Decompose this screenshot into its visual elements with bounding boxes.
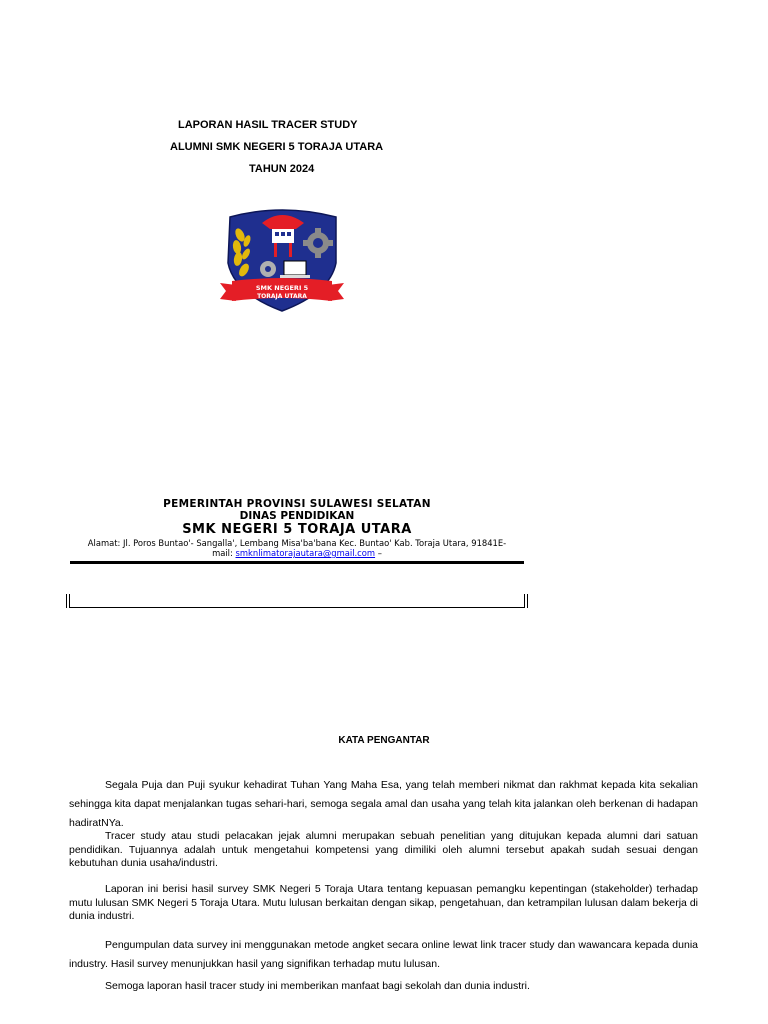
cover-title-line-3: TAHUN 2024: [249, 163, 315, 175]
kop-line-2: DINAS PENDIDIKAN: [239, 510, 355, 522]
cover-title-line-2: ALUMNI SMK NEGERI 5 TORAJA UTARA: [170, 141, 384, 153]
paragraph-4-text: Pengumpulan data survey ini menggunakan metode angket secara online lewat link tracer study dan wawancara kepada dunia industry. Hasil survey menunjukkan hasil yang signifikan terhadap mutu lulusan.: [69, 939, 698, 970]
paragraph-5-text: Semoga laporan hasil tracer study ini memberikan manfaat bagi sekolah dan dunia industri.: [105, 980, 530, 992]
kop-email-link[interactable]: smknlimatorajautara@gmail.com: [235, 548, 376, 558]
paragraph-1-text: Segala Puja dan Puji syukur kehadirat Tuhan Yang Maha Esa, yang telah memberi nikmat dan rakhmat kepada kita sekalian sehingga kita dapat menjalankan tugas sehari-hari, semoga segala amal dan usaha yang telah kita jalankan oleh berkenan di hadapan hadiratNYa.: [69, 779, 698, 829]
kop-line-1: PEMERINTAH PROVINSI SULAWESI SELATAN: [163, 498, 431, 510]
cover-title-line-1: LAPORAN HASIL TRACER STUDY: [178, 119, 358, 131]
kop-address: Alamat: Jl. Poros Buntao'- Sangalla', Lembang Misa'ba'bana Kec. Buntao' Kab. Toraja Utara, 91841E-: [87, 538, 507, 548]
kop-mail-line: [70, 548, 524, 558]
kop-mail-suffix: –: [375, 548, 382, 558]
paragraph-2-text: Tracer study atau studi pelacakan jejak alumni merupakan sebuah penelitian yang ditujukan kepada alumni dari satuan pendidikan. Tujuannya adalah untuk mengetahui kompetensi yang dimiliki oleh alumni tersebut apakah sudah sesuai dengan kebutuhan dunia usaha/industri.: [69, 830, 698, 869]
kop-school-name: SMK NEGERI 5 TORAJA UTARA: [182, 522, 412, 537]
empty-frame: [66, 594, 528, 608]
paragraph-1: [69, 776, 698, 833]
kop-divider: [70, 561, 524, 564]
paragraph-2: [69, 830, 698, 871]
school-logo: [218, 205, 346, 315]
school-crest-icon: [218, 205, 346, 315]
paragraph-3: [69, 883, 698, 924]
paragraph-4: [69, 936, 698, 974]
logo-text-line-1: SMK NEGERI 5: [255, 284, 309, 292]
kop-mail-label: mail:: [212, 548, 233, 558]
paragraph-3-text: Laporan ini berisi hasil survey SMK Negeri 5 Toraja Utara tentang kepuasan pemangku kepentingan (stakeholder) terhadap mutu lulusan SMK Negeri 5 Toraja Utara. Mutu lulusan berkaitan dengan sikap, pengetahuan, dan ketrampilan lulusan dalam bekerja di dunia industri.: [69, 883, 698, 922]
kata-pengantar-heading: KATA PENGANTAR: [338, 735, 430, 746]
logo-text-line-2: TORAJA UTARA: [257, 293, 307, 300]
paragraph-5: [69, 980, 698, 994]
